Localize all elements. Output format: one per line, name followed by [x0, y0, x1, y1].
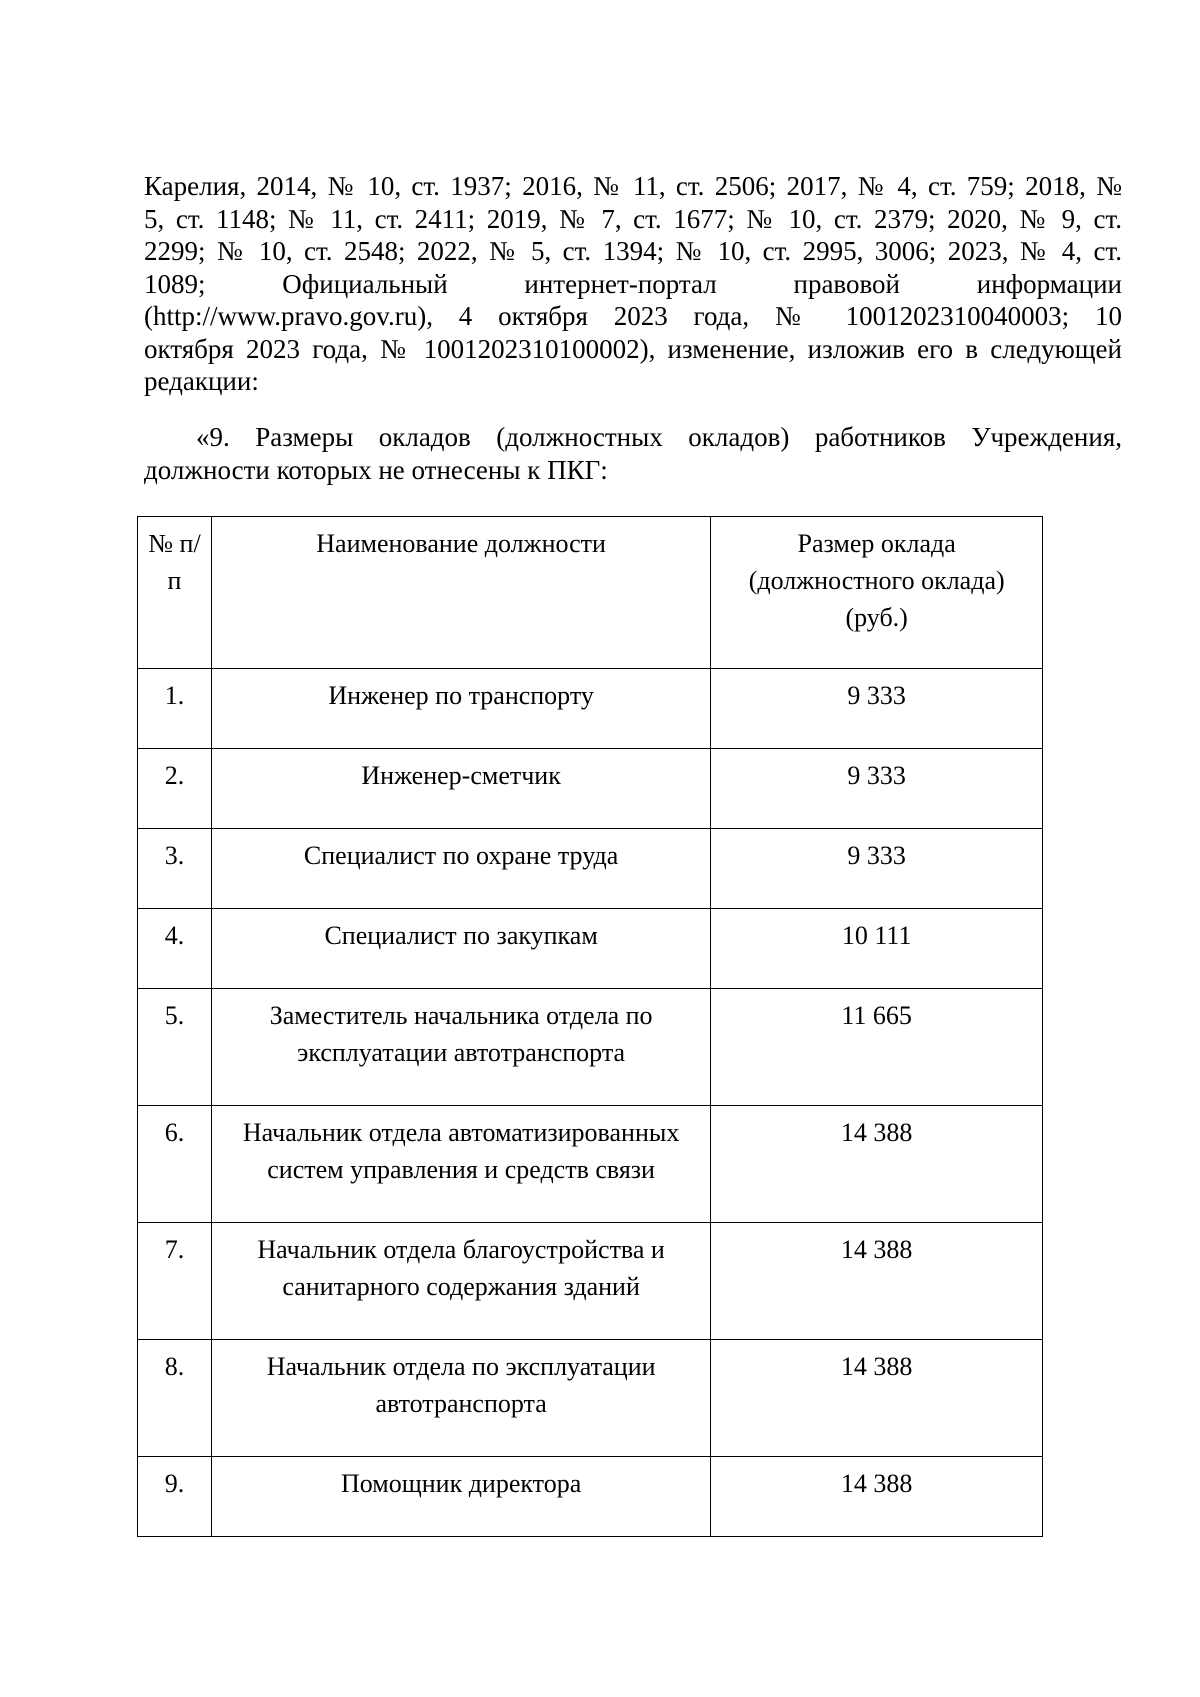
table-row — [138, 909, 1043, 989]
cell-name: Начальник отдела по эксплуатации автотранспорта — [211, 1340, 710, 1457]
table-row — [138, 669, 1043, 749]
cell-size: 10 111 — [711, 909, 1043, 989]
paragraph-line: должности которых не отнесены к ПКГ: — [144, 455, 608, 485]
table-row — [138, 1106, 1043, 1223]
cell-num: 2. — [138, 749, 212, 829]
table-header-row — [138, 517, 1043, 669]
table-row — [138, 989, 1043, 1106]
intro-line: 5, ст. 1148; № 11, ст. 2411; 2019, № 7, ст. 1677; № 10, ст. 2379; 2020, № 9, ст. — [144, 203, 1122, 234]
cell-size: 14 388 — [711, 1223, 1043, 1340]
cell-name: Помощник директора — [211, 1457, 710, 1537]
cell-num: 6. — [138, 1106, 212, 1223]
cell-name: Начальник отдела благоустройства и санитарного содержания зданий — [211, 1223, 710, 1340]
cell-num: 7. — [138, 1223, 212, 1340]
intro-paragraph — [144, 170, 1122, 398]
table-row — [138, 829, 1043, 909]
header-num: № п/п — [138, 517, 212, 669]
intro-line: Карелия, 2014, № 10, ст. 1937; 2016, № 11, ст. 2506; 2017, № 4, ст. 759; 2018, № — [144, 171, 1122, 201]
cell-size: 14 388 — [711, 1457, 1043, 1537]
intro-line: 1089; Официальный интернет-портал правовой информации — [144, 268, 1122, 299]
table-row — [138, 749, 1043, 829]
header-size: Размер оклада (должностного оклада) (руб.) — [711, 517, 1043, 669]
cell-size: 9 333 — [711, 829, 1043, 909]
cell-name: Заместитель начальника отдела по эксплуатации автотранспорта — [211, 989, 710, 1106]
intro-line: 2299; № 10, ст. 2548; 2022, № 5, ст. 1394; № 10, ст. 2995, 3006; 2023, № 4, ст. — [144, 236, 1122, 266]
cell-num: 4. — [138, 909, 212, 989]
intro-line: (http://www.pravo.gov.ru), 4 октября 2023 года, № 1001202310040003; 10 — [144, 301, 1122, 331]
salary-table — [137, 516, 1043, 1537]
intro-line: редакции: — [144, 366, 259, 396]
cell-size: 11 665 — [711, 989, 1043, 1106]
cell-name: Специалист по охране труда — [211, 829, 710, 909]
cell-num: 3. — [138, 829, 212, 909]
cell-num: 1. — [138, 669, 212, 749]
paragraph-line: «9. Размеры окладов (должностных окладов) работников Учреждения, — [196, 422, 1122, 452]
cell-name: Специалист по закупкам — [211, 909, 710, 989]
cell-size: 14 388 — [711, 1340, 1043, 1457]
cell-size: 9 333 — [711, 749, 1043, 829]
cell-name: Инженер по транспорту — [211, 669, 710, 749]
item-9-paragraph — [144, 421, 1122, 487]
cell-size: 9 333 — [711, 669, 1043, 749]
cell-name: Инженер-сметчик — [211, 749, 710, 829]
cell-num: 8. — [138, 1340, 212, 1457]
cell-size: 14 388 — [711, 1106, 1043, 1223]
cell-name: Начальник отдела автоматизированных систем управления и средств связи — [211, 1106, 710, 1223]
cell-num: 9. — [138, 1457, 212, 1537]
table-row — [138, 1223, 1043, 1340]
table-row — [138, 1457, 1043, 1537]
table-row — [138, 1340, 1043, 1457]
header-name: Наименование должности — [211, 517, 710, 669]
intro-line: октября 2023 года, № 1001202310100002), изменение, изложив его в следующей — [144, 333, 1122, 364]
cell-num: 5. — [138, 989, 212, 1106]
